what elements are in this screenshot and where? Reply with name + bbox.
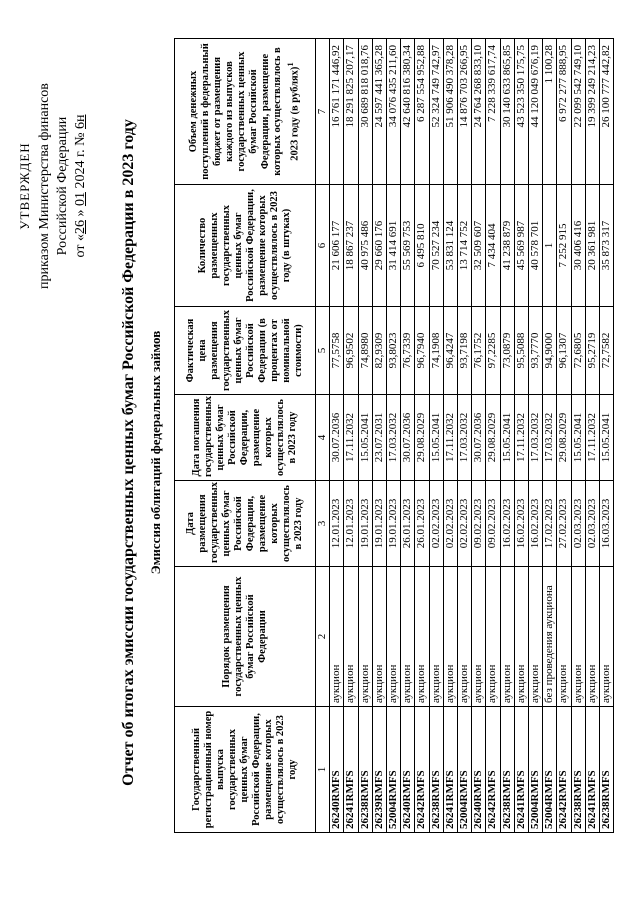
- cell-actual-price: 72,6805: [571, 307, 585, 395]
- table-row: [543, 39, 557, 833]
- cell-maturity-date: 15.05.2041: [571, 395, 585, 481]
- cell-maturity-date: 17.03.2032: [529, 395, 543, 481]
- approval-date-mid: »: [73, 206, 88, 221]
- cell-maturity-date: 29.08.2029: [486, 395, 500, 481]
- cell-quantity: 31 414 691: [387, 185, 401, 307]
- cell-reg-number: 26241RMFS: [344, 707, 358, 833]
- table-row: [500, 39, 514, 833]
- cell-maturity-date: 15.05.2041: [358, 395, 372, 481]
- cell-placement-date: 02.02.2023: [429, 481, 443, 567]
- cell-quantity: 7 434 404: [486, 185, 500, 307]
- cell-placement-date: 26.01.2023: [415, 481, 429, 567]
- cell-proceeds: 19 399 249 214,23: [585, 39, 599, 185]
- approval-month: 01: [73, 192, 88, 207]
- cell-placement-date: 12.01.2023: [330, 481, 344, 567]
- cell-quantity: 70 527 234: [429, 185, 443, 307]
- cell-placement-date: 02.03.2023: [585, 481, 599, 567]
- column-number: 2: [316, 567, 330, 707]
- cell-proceeds: 44 120 049 676,19: [529, 39, 543, 185]
- table-row: [472, 39, 486, 833]
- cell-maturity-date: 17.11.2032: [514, 395, 528, 481]
- cell-maturity-date: 30.07.2036: [401, 395, 415, 481]
- cell-quantity: 55 569 753: [401, 185, 415, 307]
- cell-quantity: 30 406 416: [571, 185, 585, 307]
- cell-proceeds: 30 140 633 865,85: [500, 39, 514, 185]
- cell-proceeds: 18 291 825 207,17: [344, 39, 358, 185]
- cell-quantity: 35 873 317: [600, 185, 614, 307]
- cell-placement-order: аукцион: [585, 567, 599, 707]
- cell-placement-date: 26.01.2023: [401, 481, 415, 567]
- cell-proceeds: 16 761 171 446,92: [330, 39, 344, 185]
- cell-reg-number: 26242RMFS: [486, 707, 500, 833]
- cell-proceeds: 14 876 703 266,95: [458, 39, 472, 185]
- cell-maturity-date: 17.03.2032: [387, 395, 401, 481]
- table-row: [486, 39, 500, 833]
- cell-actual-price: 82,9309: [372, 307, 386, 395]
- column-number: 4: [316, 395, 330, 481]
- cell-reg-number: 26240RMFS: [330, 707, 344, 833]
- cell-actual-price: 93,7198: [458, 307, 472, 395]
- cell-maturity-date: 17.11.2032: [443, 395, 457, 481]
- cell-proceeds: 6 287 554 952,88: [415, 39, 429, 185]
- cell-quantity: 32 509 607: [472, 185, 486, 307]
- table-row: [557, 39, 571, 833]
- cell-proceeds: 24 597 441 365,28: [372, 39, 386, 185]
- cell-proceeds: 22 099 542 749,10: [571, 39, 585, 185]
- cell-reg-number: 52004RMFS: [458, 707, 472, 833]
- cell-maturity-date: 17.03.2032: [543, 395, 557, 481]
- table-row: [458, 39, 472, 833]
- cell-actual-price: 93,8023: [387, 307, 401, 395]
- cell-maturity-date: 29.08.2029: [415, 395, 429, 481]
- cell-placement-date: 12.01.2023: [344, 481, 358, 567]
- cell-actual-price: 95,5088: [514, 307, 528, 395]
- cell-quantity: 53 831 124: [443, 185, 457, 307]
- column-number: 3: [316, 481, 330, 567]
- cell-maturity-date: 15.05.2041: [600, 395, 614, 481]
- cell-placement-order: аукцион: [443, 567, 457, 707]
- cell-placement-order: аукцион: [472, 567, 486, 707]
- cell-actual-price: 95,2719: [585, 307, 599, 395]
- approval-year: 2024 г. №: [73, 129, 88, 193]
- table-row: [600, 39, 614, 833]
- cell-placement-date: 02.02.2023: [458, 481, 472, 567]
- cell-placement-order: аукцион: [571, 567, 585, 707]
- cell-actual-price: 76,7339: [401, 307, 415, 395]
- cell-quantity: 7 252 915: [557, 185, 571, 307]
- cell-proceeds: 51 906 490 378,28: [443, 39, 457, 185]
- cell-placement-date: 27.02.2023: [557, 481, 571, 567]
- cell-quantity: 18 867 237: [344, 185, 358, 307]
- approval-line2: Российской Федерации: [55, 116, 70, 256]
- header-proceeds-text: Объем денежных поступлений в федеральный бюджет от размещения каждого из выпусков государственных ценных бумаг Российской Федерации, размещение которых осуществлялось в 2023 году (в рублях): [188, 43, 301, 180]
- cell-placement-order: аукцион: [514, 567, 528, 707]
- cell-maturity-date: 15.05.2041: [500, 395, 514, 481]
- approval-number: 6н: [73, 114, 88, 130]
- cell-maturity-date: 30.07.2036: [472, 395, 486, 481]
- cell-proceeds: 6 972 277 888,95: [557, 39, 571, 185]
- cell-actual-price: 96,1307: [557, 307, 571, 395]
- table-row: [372, 39, 386, 833]
- header-maturity-date: Дата погашения государственных ценных бумаг Российской Федерации, размещение которых осуществлялось в 2023 году: [175, 395, 316, 481]
- table-body: [330, 39, 614, 833]
- table-header-row: [175, 39, 316, 833]
- table-row: [387, 39, 401, 833]
- cell-placement-order: аукцион: [500, 567, 514, 707]
- cell-placement-date: 19.01.2023: [372, 481, 386, 567]
- cell-placement-order: аукцион: [429, 567, 443, 707]
- cell-reg-number: 26238RMFS: [571, 707, 585, 833]
- cell-maturity-date: 15.05.2041: [429, 395, 443, 481]
- cell-placement-date: 16.02.2023: [529, 481, 543, 567]
- cell-placement-date: 09.02.2023: [472, 481, 486, 567]
- cell-actual-price: 72,7582: [600, 307, 614, 395]
- cell-proceeds: 34 076 435 211,60: [387, 39, 401, 185]
- emission-table: [174, 38, 614, 833]
- cell-proceeds: 26 100 777 442,82: [600, 39, 614, 185]
- cell-placement-date: 16.03.2023: [600, 481, 614, 567]
- cell-placement-order: аукцион: [387, 567, 401, 707]
- cell-quantity: 41 238 879: [500, 185, 514, 307]
- approval-date-prefix: от «: [73, 234, 88, 258]
- cell-quantity: 20 361 981: [585, 185, 599, 307]
- cell-maturity-date: 23.07.2031: [372, 395, 386, 481]
- table-row: [330, 39, 344, 833]
- cell-quantity: 40 975 486: [358, 185, 372, 307]
- cell-actual-price: 77,5758: [330, 307, 344, 395]
- cell-maturity-date: 30.07.2036: [330, 395, 344, 481]
- cell-placement-date: 19.01.2023: [387, 481, 401, 567]
- cell-reg-number: 26242RMFS: [557, 707, 571, 833]
- approval-date-line: [72, 36, 90, 336]
- cell-placement-date: 02.03.2023: [571, 481, 585, 567]
- column-number-row: [316, 39, 330, 833]
- cell-placement-order: аукцион: [401, 567, 415, 707]
- cell-placement-order: аукцион: [600, 567, 614, 707]
- cell-reg-number: 26238RMFS: [429, 707, 443, 833]
- approval-title: УТВЕРЖДЕН: [17, 142, 32, 230]
- cell-proceeds: 30 689 818 018,76: [358, 39, 372, 185]
- cell-placement-date: 09.02.2023: [486, 481, 500, 567]
- cell-proceeds: 24 764 268 833,10: [472, 39, 486, 185]
- cell-actual-price: 96,4247: [443, 307, 457, 395]
- cell-actual-price: 93,7770: [529, 307, 543, 395]
- cell-reg-number: 26238RMFS: [358, 707, 372, 833]
- cell-actual-price: 74,1908: [429, 307, 443, 395]
- cell-maturity-date: 29.08.2029: [557, 395, 571, 481]
- cell-proceeds: 7 228 339 617,74: [486, 39, 500, 185]
- header-proceeds: [175, 39, 316, 185]
- header-placement-date: Дата размещения государственных ценных бумаг Российской Федерации, размещение которых осуществлялось в 2023 году: [175, 481, 316, 567]
- table-row: [429, 39, 443, 833]
- cell-actual-price: 73,0879: [500, 307, 514, 395]
- cell-actual-price: 76,1752: [472, 307, 486, 395]
- cell-proceeds: 52 324 749 742,97: [429, 39, 443, 185]
- cell-proceeds: 1 100,28: [543, 39, 557, 185]
- cell-reg-number: 52004RMFS: [387, 707, 401, 833]
- header-placement-order: Порядок размещения государственных ценных бумаг Российской Федерации: [175, 567, 316, 707]
- table-row: [443, 39, 457, 833]
- cell-reg-number: 26241RMFS: [514, 707, 528, 833]
- cell-actual-price: 96,9502: [344, 307, 358, 395]
- header-footnote-mark: 1: [285, 62, 296, 67]
- table-row: [571, 39, 585, 833]
- cell-actual-price: 94,9000: [543, 307, 557, 395]
- header-quantity: Количество размещенных государственных ценных бумаг Российской Федерации, размещение которых осуществлялось в 2023 году (в штуках): [175, 185, 316, 307]
- column-number: 7: [316, 39, 330, 185]
- table-row: [514, 39, 528, 833]
- cell-reg-number: 26239RMFS: [372, 707, 386, 833]
- column-number: 1: [316, 707, 330, 833]
- cell-placement-order: аукцион: [344, 567, 358, 707]
- cell-maturity-date: 17.11.2032: [585, 395, 599, 481]
- cell-reg-number: 26238RMFS: [500, 707, 514, 833]
- cell-quantity: 45 569 987: [514, 185, 528, 307]
- cell-quantity: 40 578 701: [529, 185, 543, 307]
- cell-quantity: 29 660 176: [372, 185, 386, 307]
- cell-placement-order: аукцион: [529, 567, 543, 707]
- cell-reg-number: 52004RMFS: [529, 707, 543, 833]
- table-row: [585, 39, 599, 833]
- header-actual-price: Фактическая цена размещения государственных ценных бумаг Российской Федерации (в процентах от номинальной стоимости): [175, 307, 316, 395]
- cell-placement-order: аукцион: [557, 567, 571, 707]
- cell-placement-order: аукцион: [458, 567, 472, 707]
- approval-day: 26: [73, 220, 88, 235]
- cell-maturity-date: 17.11.2032: [344, 395, 358, 481]
- cell-placement-order: аукцион: [486, 567, 500, 707]
- report-subtitle: Эмиссия облигаций федеральных займов: [148, 330, 163, 575]
- table-row: [529, 39, 543, 833]
- cell-quantity: 13 714 752: [458, 185, 472, 307]
- cell-quantity: 21 606 177: [330, 185, 344, 307]
- approval-block: [16, 36, 90, 336]
- cell-proceeds: 42 640 816 380,34: [401, 39, 415, 185]
- table-row: [358, 39, 372, 833]
- report-title: Отчет об итогах эмиссии государственных ценных бумаг Российской Федерации в 2023 году: [120, 119, 137, 786]
- cell-placement-order: аукцион: [415, 567, 429, 707]
- cell-quantity: 6 495 810: [415, 185, 429, 307]
- cell-placement-date: 16.02.2023: [500, 481, 514, 567]
- cell-placement-order: без проведения аукциона: [543, 567, 557, 707]
- cell-actual-price: 74,8980: [358, 307, 372, 395]
- column-number: 5: [316, 307, 330, 395]
- header-reg-number: Государственный регистрационный номер выпуска государственных ценных бумаг Российской Федерации, размещение которых осуществлялось в 2023 году: [175, 707, 316, 833]
- cell-reg-number: 26238RMFS: [600, 707, 614, 833]
- cell-proceeds: 43 523 350 175,75: [514, 39, 528, 185]
- cell-reg-number: 26240RMFS: [401, 707, 415, 833]
- table-row: [344, 39, 358, 833]
- cell-actual-price: 97,2285: [486, 307, 500, 395]
- cell-placement-order: аукцион: [358, 567, 372, 707]
- table-row: [401, 39, 415, 833]
- cell-placement-date: 19.01.2023: [358, 481, 372, 567]
- cell-placement-order: аукцион: [330, 567, 344, 707]
- cell-placement-date: 17.02.2023: [543, 481, 557, 567]
- cell-reg-number: 52004RMFS: [543, 707, 557, 833]
- cell-maturity-date: 17.03.2032: [458, 395, 472, 481]
- cell-reg-number: 26240RMFS: [472, 707, 486, 833]
- cell-placement-order: аукцион: [372, 567, 386, 707]
- cell-quantity: 1: [543, 185, 557, 307]
- cell-reg-number: 26242RMFS: [415, 707, 429, 833]
- cell-placement-date: 16.02.2023: [514, 481, 528, 567]
- cell-placement-date: 02.02.2023: [443, 481, 457, 567]
- table-row: [415, 39, 429, 833]
- approval-line1: приказом Министерства финансов: [37, 83, 52, 289]
- column-number: 6: [316, 185, 330, 307]
- cell-reg-number: 26241RMFS: [585, 707, 599, 833]
- cell-reg-number: 26241RMFS: [443, 707, 457, 833]
- cell-actual-price: 96,7940: [415, 307, 429, 395]
